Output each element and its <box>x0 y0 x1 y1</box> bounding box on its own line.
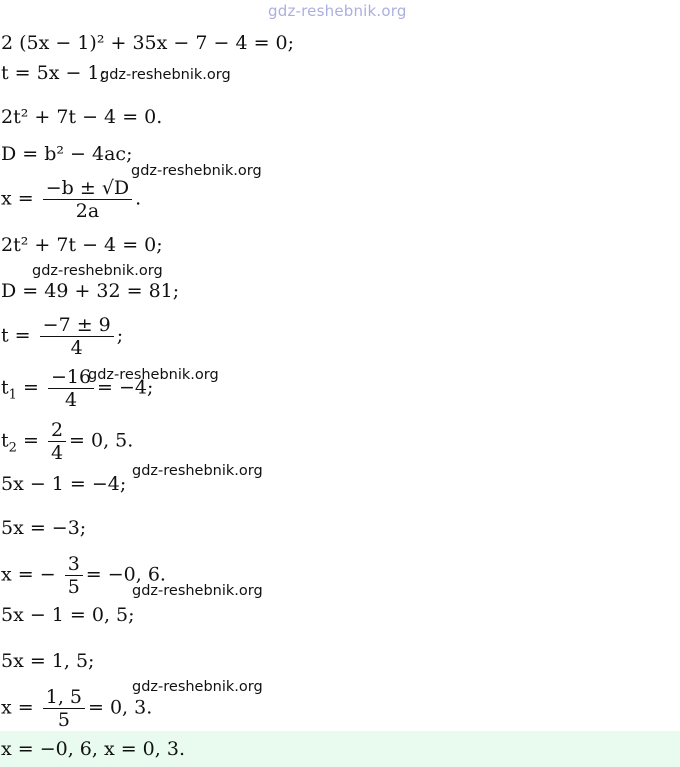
t2-result: = 0, 5. <box>69 429 134 452</box>
final-answer: x = −0, 6, x = 0, 3. <box>1 738 185 760</box>
t-roots-formula <box>1 314 123 359</box>
t1-equals: = <box>16 376 39 399</box>
t2-denominator: 4 <box>48 441 66 464</box>
case1-denominator: 5 <box>65 575 83 598</box>
t2-numerator: 2 <box>50 419 64 441</box>
case2-fraction <box>43 686 85 731</box>
root-formula-numerator: −b ± √D <box>45 177 130 199</box>
t2-root <box>1 419 133 464</box>
case2-simplified: 5x = 1, 5; <box>1 650 95 672</box>
t2-fraction <box>48 419 66 464</box>
root-formula-fraction <box>43 177 132 222</box>
t1-symbol: t <box>1 376 9 399</box>
watermark-inline: gdz-reshebnik.org <box>131 163 262 179</box>
watermark-inline: gdz-reshebnik.org <box>132 679 263 695</box>
watermark-inline: gdz-reshebnik.org <box>88 367 219 383</box>
t-denominator: 4 <box>40 336 114 359</box>
t1-subscript: 1 <box>8 387 17 403</box>
equation-original: 2 (5x − 1)² + 35x − 7 − 4 = 0; <box>1 32 295 54</box>
case2-lhs: x = <box>1 696 34 719</box>
watermark-inline: gdz-reshebnik.org <box>132 463 263 479</box>
case1-fraction <box>65 553 83 598</box>
watermark-inline: gdz-reshebnik.org <box>100 67 231 83</box>
substitution-line: t = 5x − 1; <box>1 62 106 84</box>
watermark-top: gdz-reshebnik.org <box>268 2 407 20</box>
quadratic-in-t-repeat: 2t² + 7t − 4 = 0; <box>1 234 163 256</box>
t1-numerator: −16 <box>50 366 92 388</box>
root-formula-denominator: 2a <box>43 199 132 222</box>
case2-solution <box>1 686 152 731</box>
t-end: ; <box>116 324 124 347</box>
case2-numerator: 1, 5 <box>45 686 82 708</box>
root-formula <box>1 177 141 222</box>
t-fraction <box>40 314 114 359</box>
watermark-inline: gdz-reshebnik.org <box>32 263 163 279</box>
case1-lhs: x = − <box>1 563 56 586</box>
root-formula-end: . <box>135 187 142 210</box>
case1-equation: 5x − 1 = −4; <box>1 473 127 495</box>
case2-equation: 5x − 1 = 0, 5; <box>1 604 135 626</box>
discriminant-value: D = 49 + 32 = 81; <box>1 280 180 302</box>
case2-denominator: 5 <box>43 708 85 731</box>
case1-numerator: 3 <box>67 553 80 575</box>
t1-result: = −4; <box>97 376 154 399</box>
t2-equals: = <box>16 429 39 452</box>
quadratic-in-t: 2t² + 7t − 4 = 0. <box>1 106 163 128</box>
t-numerator: −7 ± 9 <box>42 314 111 336</box>
root-formula-lhs: x = <box>1 187 34 210</box>
discriminant-formula: D = b² − 4ac; <box>1 143 133 165</box>
watermark-inline: gdz-reshebnik.org <box>132 583 263 599</box>
t2-subscript: 2 <box>8 440 17 456</box>
case1-result: = −0, 6. <box>85 563 166 586</box>
t1-denominator: 4 <box>48 388 94 411</box>
case2-result: = 0, 3. <box>88 696 153 719</box>
t2-symbol: t <box>1 429 9 452</box>
t-lhs: t = <box>1 324 31 347</box>
case1-simplified: 5x = −3; <box>1 517 87 539</box>
